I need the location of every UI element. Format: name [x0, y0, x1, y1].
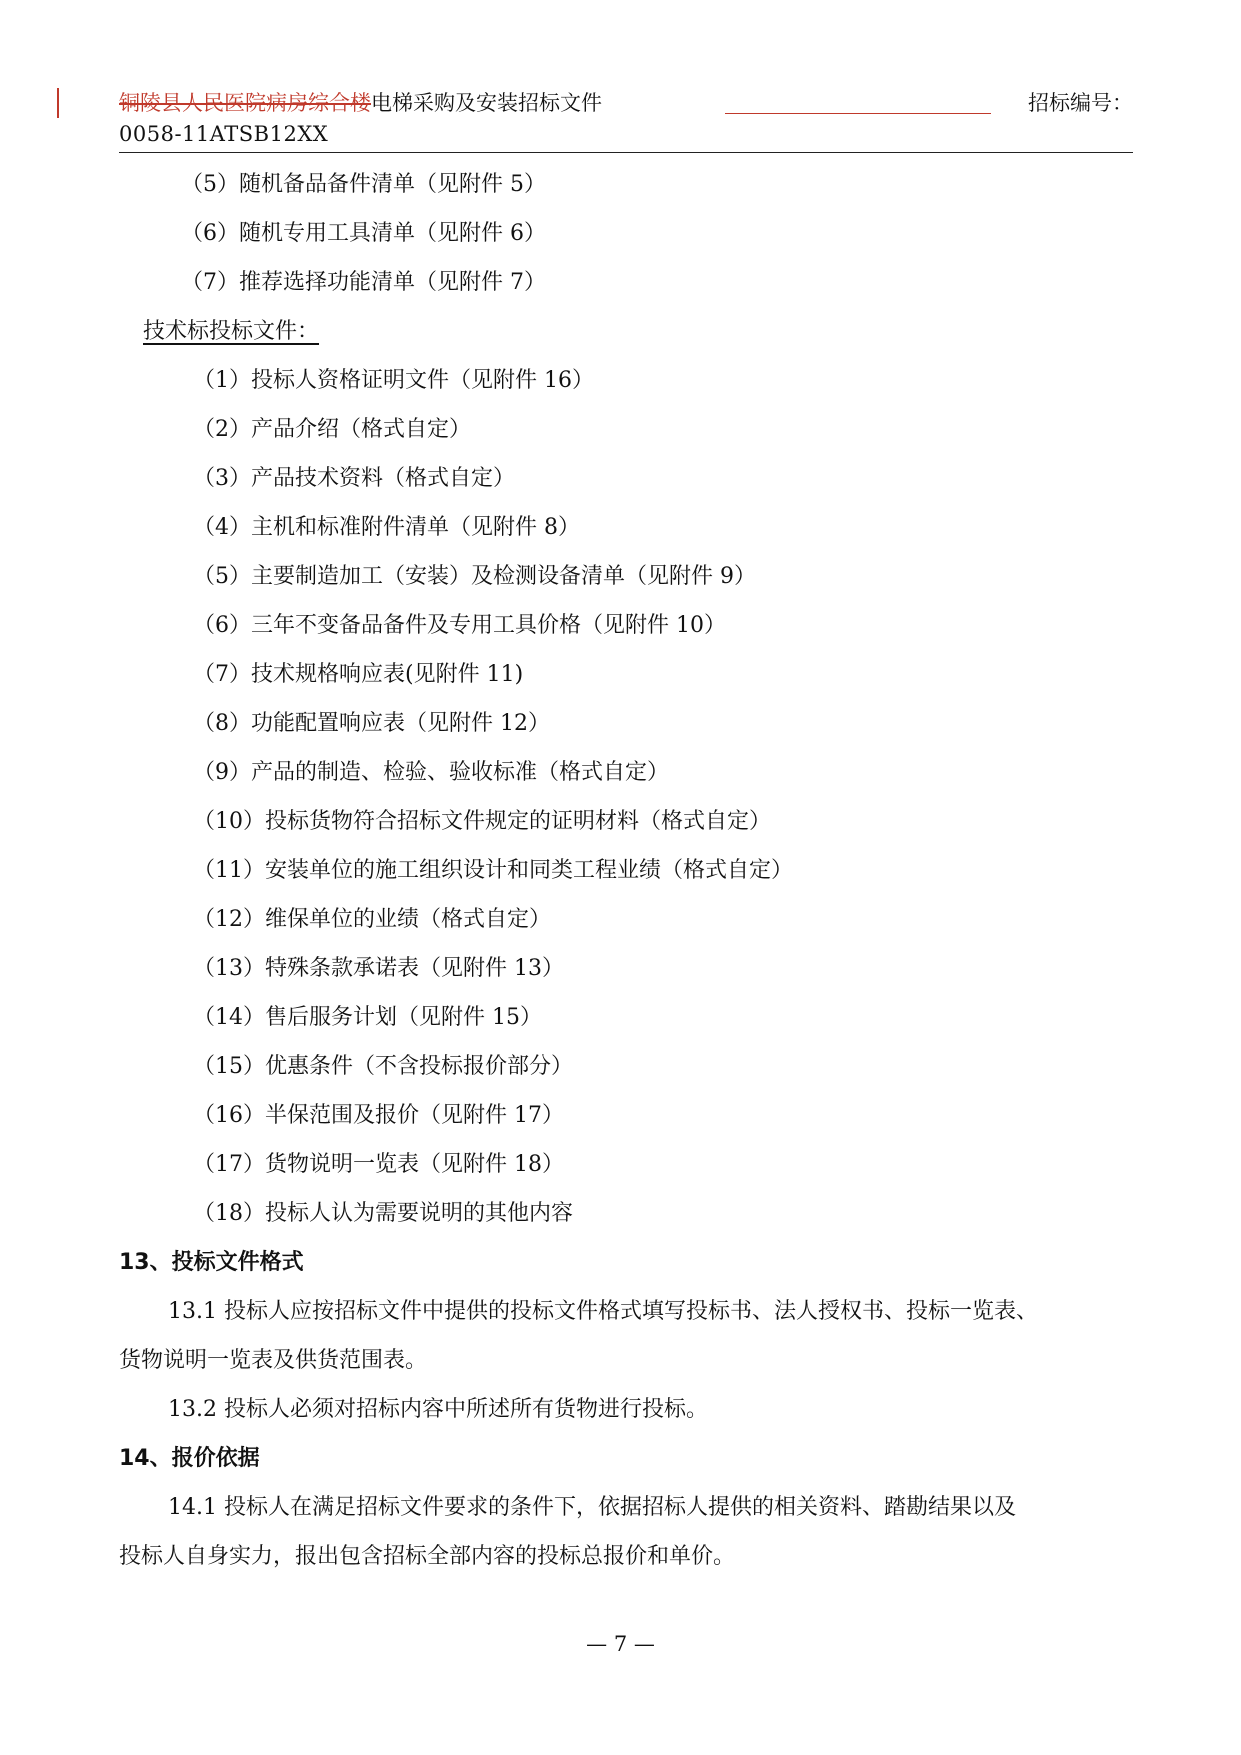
- document-body: [0, 160, 1241, 1581]
- list-item: （13）特殊条款承诺表（见附件 13）: [193, 956, 564, 981]
- list-item: （12）维保单位的业绩（格式自定）: [193, 907, 551, 932]
- section-13-p1-line1: 13.1 投标人应按招标文件中提供的投标文件格式填写投标书、法人授权书、投标一览表、: [168, 1299, 1038, 1324]
- section-14-heading: 14、报价依据: [119, 1446, 260, 1471]
- list-item: （8）功能配置响应表（见附件 12）: [193, 711, 550, 736]
- header-title-struck: 铜陵县人民医院病房综合楼: [119, 91, 371, 115]
- section-14-p1-line1: 14.1 投标人在满足招标文件要求的条件下，依据招标人提供的相关资料、踏勘结果以及: [168, 1495, 1016, 1520]
- list-item: （1）投标人资格证明文件（见附件 16）: [193, 368, 594, 393]
- header-title-rest: 电梯采购及安装招标文件: [371, 91, 602, 115]
- list-item: （14）售后服务计划（见附件 15）: [193, 1005, 542, 1030]
- section-13-p2: 13.2 投标人必须对招标内容中所述所有货物进行投标。: [168, 1397, 708, 1422]
- section-14-p1-line2: 投标人自身实力，报出包含招标全部内容的投标总报价和单价。: [119, 1544, 736, 1569]
- section-13-heading: 13、投标文件格式: [119, 1250, 304, 1275]
- list-item: （2）产品介绍（格式自定）: [193, 417, 471, 442]
- doc-number: 0058-11ATSB12XX: [119, 122, 329, 146]
- revision-bar: [57, 88, 59, 118]
- list-item: （9）产品的制造、检验、验收标准（格式自定）: [193, 760, 669, 785]
- header-rule: [119, 152, 1133, 153]
- list-item: （7）技术规格响应表(见附件 11): [193, 662, 524, 687]
- list-item: （15）优惠条件（不含投标报价部分）: [193, 1054, 573, 1079]
- list-item: （11）安装单位的施工组织设计和同类工程业绩（格式自定）: [193, 858, 793, 883]
- list-item: （7）推荐选择功能清单（见附件 7）: [181, 270, 546, 295]
- list-item: （6）随机专用工具清单（见附件 6）: [181, 221, 546, 246]
- list-item: （4）主机和标准附件清单（见附件 8）: [193, 515, 580, 540]
- list-item: （10）投标货物符合招标文件规定的证明材料（格式自定）: [193, 809, 771, 834]
- header-revision-line: [725, 113, 991, 114]
- list-item: （6）三年不变备品备件及专用工具价格（见附件 10）: [193, 613, 726, 638]
- list-item: （5）主要制造加工（安装）及检测设备清单（见附件 9）: [193, 564, 756, 589]
- list-item: （16）半保范围及报价（见附件 17）: [193, 1103, 564, 1128]
- header-title: [119, 88, 602, 118]
- page-number: — 7 —: [586, 1632, 655, 1656]
- technical-heading: 技术标投标文件：: [143, 319, 320, 344]
- section-13-p1-line2: 货物说明一览表及供货范围表。: [119, 1348, 428, 1373]
- list-item: （5）随机备品备件清单（见附件 5）: [181, 172, 546, 197]
- list-item: （18）投标人认为需要说明的其他内容: [193, 1201, 573, 1226]
- tender-no-label: 招标编号：: [1028, 91, 1133, 115]
- list-item: （17）货物说明一览表（见附件 18）: [193, 1152, 564, 1177]
- list-item: （3）产品技术资料（格式自定）: [193, 466, 515, 491]
